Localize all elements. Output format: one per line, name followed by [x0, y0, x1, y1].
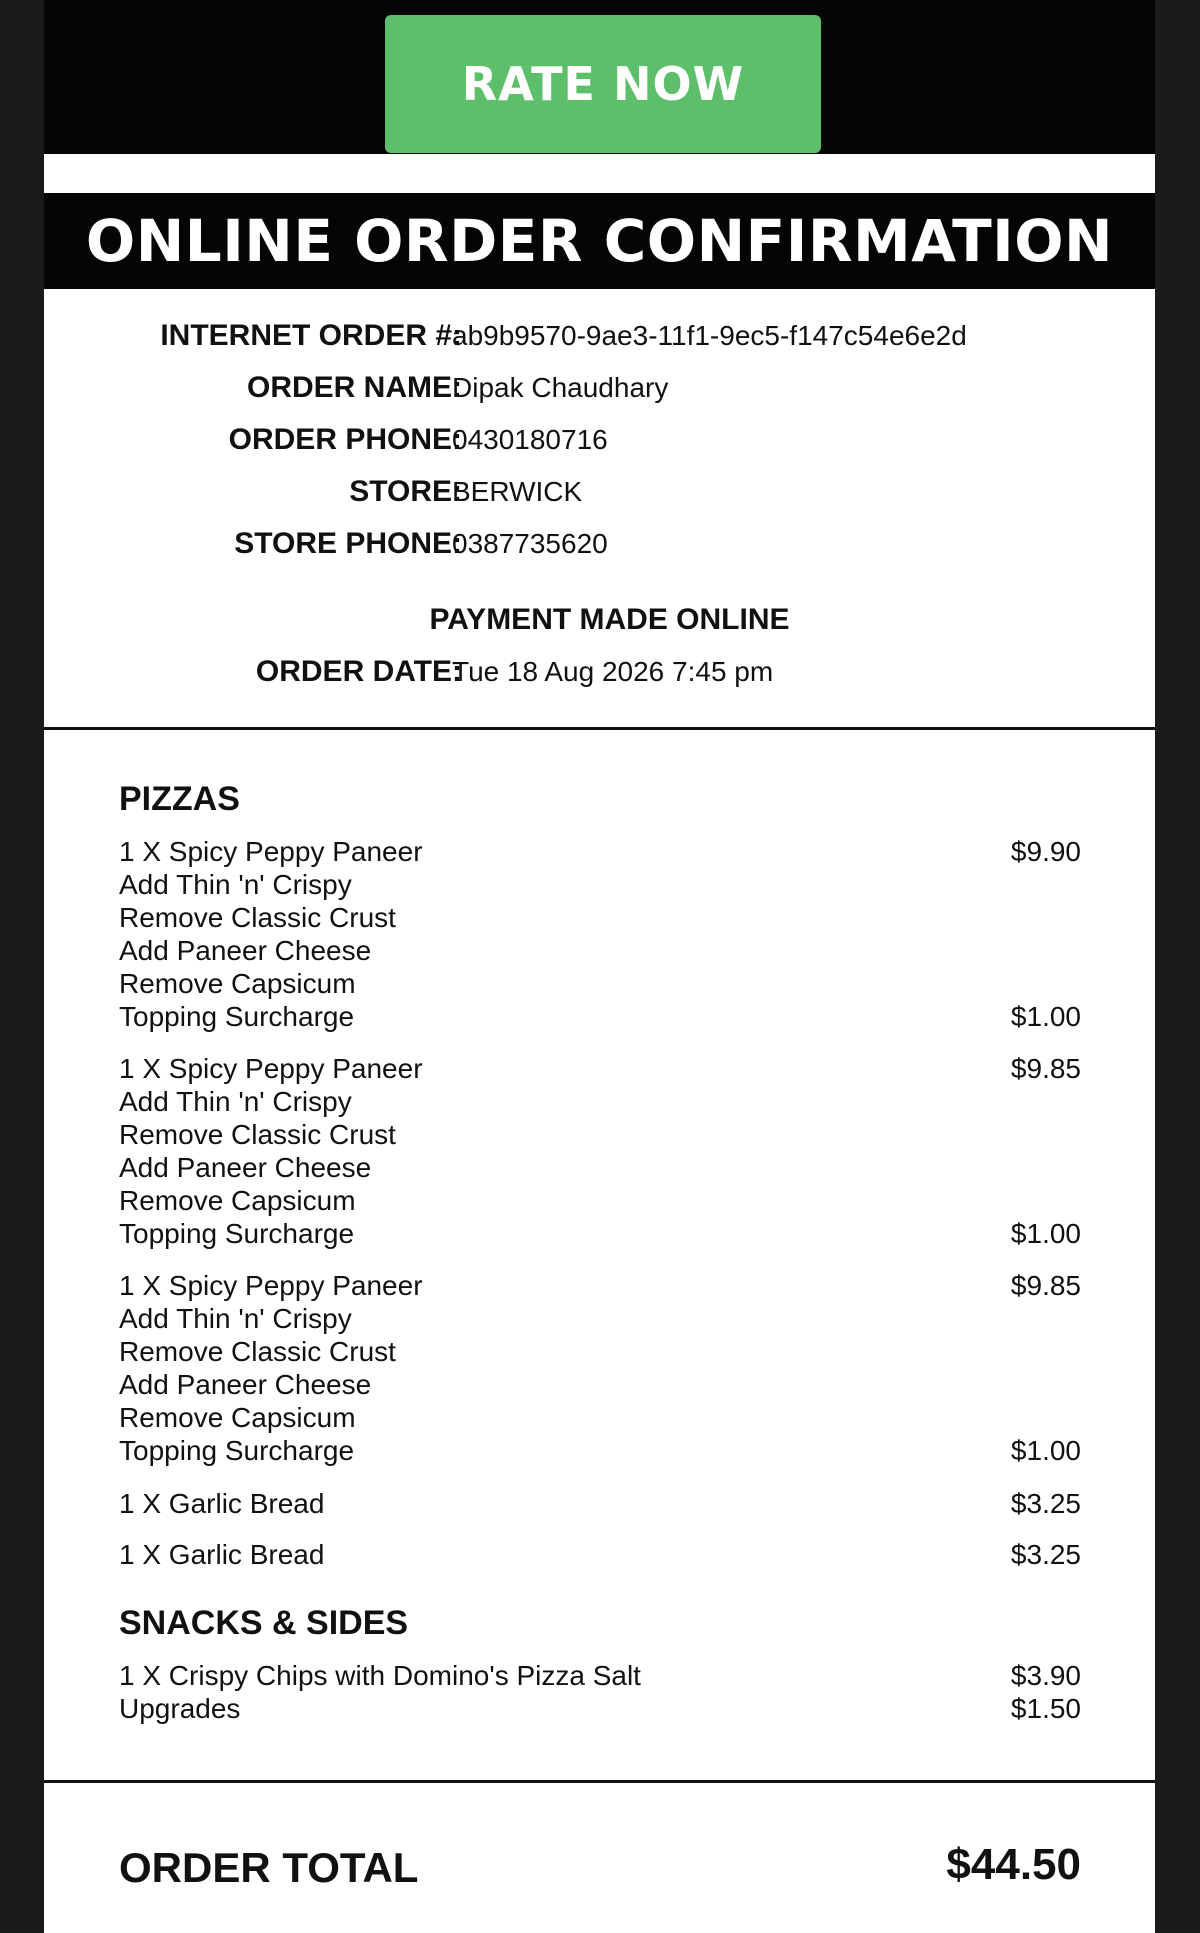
divider-top: [44, 727, 1155, 730]
order-name-value: Dipak Chaudhary: [452, 372, 669, 403]
line-item-description: Topping Surcharge: [119, 1218, 355, 1249]
line-item-description: 1 X Spicy Peppy Paneer: [119, 836, 423, 867]
store-value: BERWICK: [452, 476, 583, 507]
line-item: [119, 1302, 1081, 1335]
order-total-label: ORDER TOTAL: [119, 1844, 419, 1891]
page-title: ONLINE ORDER CONFIRMATION: [44, 193, 1155, 289]
line-item-price: $1.50: [1010, 1693, 1081, 1724]
line-item-price: $3.90: [1010, 1660, 1081, 1691]
line-item: [119, 1401, 1081, 1434]
line-item: [119, 1487, 1081, 1520]
line-item-description: Add Thin 'n' Crispy: [119, 1086, 352, 1117]
line-item: [119, 1184, 1081, 1217]
line-item-price: $9.85: [1010, 1270, 1081, 1301]
line-item-price: $9.85: [1010, 1053, 1081, 1084]
line-item: [119, 967, 1081, 1000]
line-item: [119, 1692, 1081, 1725]
divider-bottom: [44, 1780, 1155, 1783]
internet-order-value: ab9b9570-9ae3-11f1-9ec5-f147c54e6e2d: [452, 320, 967, 351]
line-item-description: Add Thin 'n' Crispy: [119, 1303, 352, 1334]
line-item-description: 1 X Garlic Bread: [119, 1488, 325, 1519]
store-label: STORE:: [349, 475, 462, 508]
line-item-description: Topping Surcharge: [119, 1435, 355, 1466]
info-row-store-phone: [44, 524, 1155, 564]
order-phone-label: ORDER PHONE:: [228, 423, 462, 456]
rate-now-button[interactable]: RATE NOW: [385, 15, 821, 153]
line-item: [119, 1538, 1081, 1571]
line-item-description: Topping Surcharge: [119, 1001, 355, 1032]
section-title-pizzas: PIZZAS: [119, 780, 240, 818]
order-phone-value: 0430180716: [452, 424, 608, 455]
receipt-frame: [44, 0, 1155, 1933]
order-name-label: ORDER NAME:: [247, 371, 462, 404]
line-item: [119, 1217, 1081, 1250]
line-item: [119, 1151, 1081, 1184]
line-item-price: $3.25: [1010, 1488, 1081, 1519]
line-item: [119, 1118, 1081, 1151]
section-title-snacks: SNACKS & SIDES: [119, 1604, 409, 1642]
line-item-price: $1.00: [1010, 1218, 1081, 1249]
store-phone-value: 0387735620: [452, 528, 608, 559]
line-item: [119, 1659, 1081, 1692]
line-item-description: Remove Capsicum: [119, 1402, 356, 1433]
line-item-price: $1.00: [1010, 1435, 1081, 1466]
top-band: [44, 0, 1155, 154]
line-item-description: 1 X Spicy Peppy Paneer: [119, 1270, 423, 1301]
store-phone-label: STORE PHONE:: [234, 527, 462, 560]
info-row-internet-order: [44, 316, 1155, 356]
info-row-order-phone: [44, 420, 1155, 460]
line-item-description: Remove Capsicum: [119, 1185, 356, 1216]
line-item-description: Remove Classic Crust: [119, 902, 396, 933]
line-item: [119, 934, 1081, 967]
line-item: [119, 1335, 1081, 1368]
line-item: [119, 1368, 1081, 1401]
internet-order-label: INTERNET ORDER #:: [160, 319, 462, 352]
line-item-description: 1 X Crispy Chips with Domino's Pizza Salt: [119, 1660, 641, 1691]
line-item: [119, 868, 1081, 901]
line-item-description: 1 X Spicy Peppy Paneer: [119, 1053, 423, 1084]
line-item-description: Add Paneer Cheese: [119, 935, 372, 966]
info-row-store: [44, 472, 1155, 512]
line-item-description: Remove Classic Crust: [119, 1119, 396, 1150]
line-item: [119, 1434, 1081, 1467]
payment-status: PAYMENT MADE ONLINE: [429, 603, 790, 636]
line-item: [119, 1000, 1081, 1033]
order-date-label: ORDER DATE:: [255, 655, 462, 688]
order-total-value: $44.50: [946, 1840, 1081, 1889]
line-item-description: Add Paneer Cheese: [119, 1369, 372, 1400]
line-item: [119, 1269, 1081, 1302]
info-row-order-name: [44, 368, 1155, 408]
line-item: [119, 1052, 1081, 1085]
line-item-description: 1 X Garlic Bread: [119, 1539, 325, 1570]
line-item-description: Remove Classic Crust: [119, 1336, 396, 1367]
line-item-description: Add Thin 'n' Crispy: [119, 869, 352, 900]
line-item-description: Remove Capsicum: [119, 968, 356, 999]
line-item: [119, 901, 1081, 934]
info-row-order-date: [44, 652, 1155, 692]
order-date-value: Tue 18 Aug 2026 7:45 pm: [452, 656, 774, 687]
line-item-price: $1.00: [1010, 1001, 1081, 1032]
line-item-price: $9.90: [1010, 836, 1081, 867]
line-item: [119, 1085, 1081, 1118]
line-item-description: Upgrades: [119, 1693, 241, 1724]
line-item-description: Add Paneer Cheese: [119, 1152, 372, 1183]
line-item: [119, 835, 1081, 868]
line-item-price: $3.25: [1010, 1539, 1081, 1570]
